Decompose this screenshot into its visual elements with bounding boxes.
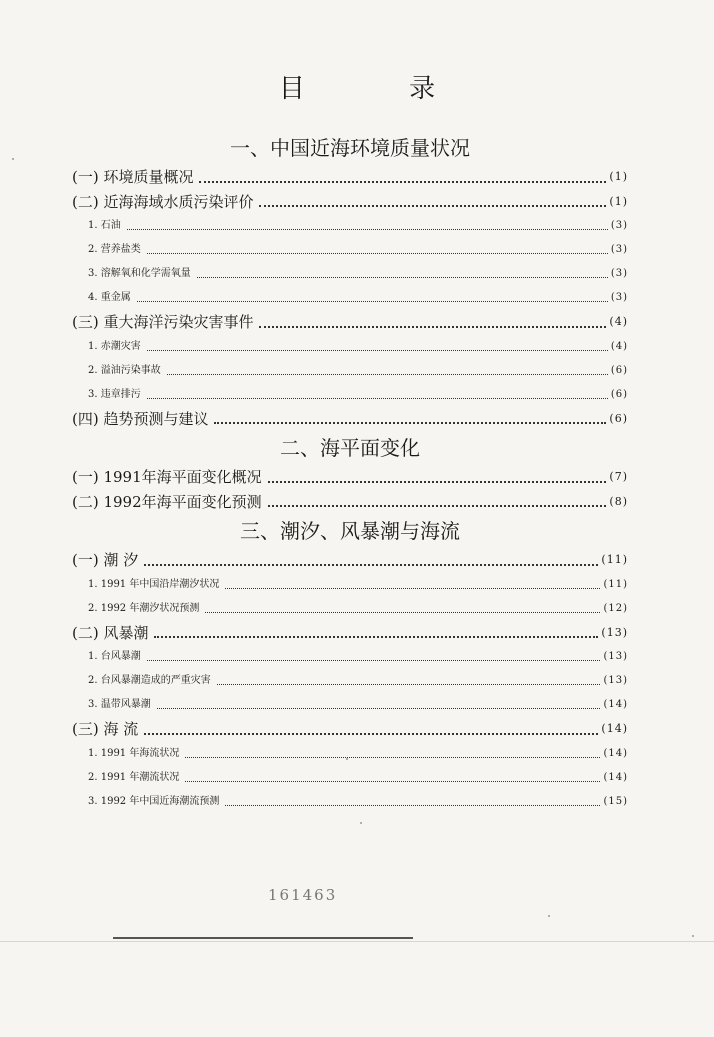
toc-subsection-entry (72, 693, 628, 717)
toc-subsection-entry (72, 214, 628, 238)
page-number: (8) (609, 494, 628, 508)
dot-leader (214, 422, 606, 424)
page-number: (14) (603, 699, 628, 710)
page-number: (11) (603, 578, 628, 590)
dot-leader (167, 374, 608, 375)
toc-subsection-entry (72, 383, 628, 407)
entry-label: 4. 重金属 (88, 292, 131, 303)
entry-label: 1. 1991 年海流状况 (88, 747, 180, 759)
entry-label: 2. 1991 年潮流状况 (88, 771, 180, 783)
scan-speck (360, 822, 362, 824)
toc-subsection-entry (72, 286, 628, 310)
toc-section-entry (72, 190, 628, 215)
page-edge-line (0, 941, 714, 942)
dot-leader (268, 505, 607, 507)
page-number: (13) (603, 651, 628, 662)
chapter-heading: 三、潮汐、风暴潮与海流 (240, 519, 460, 543)
entry-label: (二) 1992年海平面变化预测 (72, 492, 262, 511)
dot-leader (147, 398, 608, 399)
catalog-number-stamp: 161463 (268, 886, 338, 904)
entry-label: 3. 溶解氧和化学需氧量 (88, 268, 191, 279)
dot-leader (259, 205, 606, 207)
dot-leader (205, 612, 600, 613)
entry-label: (三) 海 流 (72, 720, 139, 738)
toc-section-entry (72, 490, 628, 515)
bottom-rule (113, 937, 413, 939)
dot-leader (157, 708, 601, 709)
dot-leader (127, 229, 608, 230)
dot-leader (185, 781, 600, 782)
dot-leader (268, 481, 607, 483)
chapter-heading: 二、海平面变化 (280, 436, 420, 460)
entry-label: (一) 环境质量概况 (72, 168, 194, 186)
dot-leader (147, 253, 608, 254)
dot-leader (137, 301, 608, 302)
entry-label: 1. 赤潮灾害 (88, 340, 141, 352)
dot-leader (154, 636, 598, 638)
toc-section-entry (72, 465, 628, 490)
page-number: (13) (601, 625, 628, 639)
page-number: (4) (610, 340, 628, 352)
page-number: (15) (603, 795, 628, 807)
entry-label: (三) 重大海洋污染灾害事件 (72, 313, 254, 331)
page-number: (6) (610, 364, 628, 376)
dot-leader (144, 733, 598, 735)
page-number: (11) (601, 553, 628, 566)
page-number: (7) (609, 470, 628, 483)
toc-section-entry (72, 407, 628, 432)
page-number: (14) (603, 771, 628, 783)
page-number: (3) (610, 220, 628, 231)
entry-label: 3. 违章排污 (88, 388, 141, 400)
entry-label: (四) 趋势预测与建议 (72, 409, 209, 428)
entry-label: 1. 1991 年中国沿岸潮汐状况 (88, 578, 220, 590)
dot-leader (185, 757, 600, 758)
scan-speck (346, 758, 348, 760)
page-number: (6) (610, 388, 628, 400)
dot-leader (147, 660, 601, 661)
toc-subsection-entry (72, 335, 628, 359)
toc-subsection-entry (72, 790, 628, 814)
dot-leader (199, 181, 606, 183)
scan-speck (548, 915, 550, 917)
entry-label: (二) 风暴潮 (72, 623, 149, 642)
page-number: (3) (610, 292, 628, 303)
scan-speck (12, 158, 14, 160)
toc-section-entry (72, 165, 628, 190)
dot-leader (225, 805, 600, 806)
scan-speck (692, 935, 694, 937)
toc-section-entry (72, 621, 628, 646)
entry-label: (一) 1991年海平面变化概况 (72, 468, 262, 486)
page-number: (3) (610, 244, 628, 255)
entry-label: (二) 近海海域水质污染评价 (72, 192, 254, 211)
toc-subsection-entry (72, 669, 628, 693)
page-number: (1) (609, 194, 628, 208)
entry-label: 2. 溢油污染事故 (88, 364, 161, 376)
entry-label: 1. 石油 (88, 220, 121, 231)
page-number: (1) (609, 170, 628, 183)
dot-leader (197, 277, 608, 278)
entry-label: 2. 1992 年潮汐状况预测 (88, 602, 200, 614)
toc-subsection-entry (72, 573, 628, 597)
toc-subsection-entry (72, 238, 628, 262)
toc-subsection-entry (72, 597, 628, 621)
toc-section-entry (72, 310, 628, 335)
toc-subsection-entry (72, 645, 628, 669)
entry-label: 3. 温带风暴潮 (88, 699, 151, 710)
page-number: (14) (601, 722, 628, 735)
toc-title: 目 录 (278, 74, 484, 104)
dot-leader (144, 564, 598, 566)
dot-leader (259, 326, 606, 328)
entry-label: 2. 营养盐类 (88, 244, 141, 255)
toc-section-entry (72, 548, 628, 573)
table-of-contents (72, 131, 628, 814)
page-number: (14) (603, 747, 628, 759)
page-number: (13) (603, 675, 628, 686)
chapter-heading: 一、中国近海环境质量状况 (230, 136, 470, 160)
toc-subsection-entry (72, 262, 628, 286)
toc-subsection-entry (72, 359, 628, 383)
dot-leader (217, 684, 601, 685)
dot-leader (147, 350, 608, 351)
entry-label: 2. 台风暴潮造成的严重灾害 (88, 675, 211, 686)
toc-subsection-entry (72, 742, 628, 766)
page-number: (12) (603, 602, 628, 614)
page-number: (6) (609, 411, 628, 425)
page-number: (3) (610, 268, 628, 279)
dot-leader (225, 588, 600, 589)
toc-subsection-entry (72, 766, 628, 790)
page-number: (4) (609, 315, 628, 328)
entry-label: 1. 台风暴潮 (88, 651, 141, 662)
toc-section-entry (72, 717, 628, 742)
entry-label: (一) 潮 汐 (72, 551, 139, 569)
entry-label: 3. 1992 年中国近海潮流预测 (88, 795, 220, 807)
